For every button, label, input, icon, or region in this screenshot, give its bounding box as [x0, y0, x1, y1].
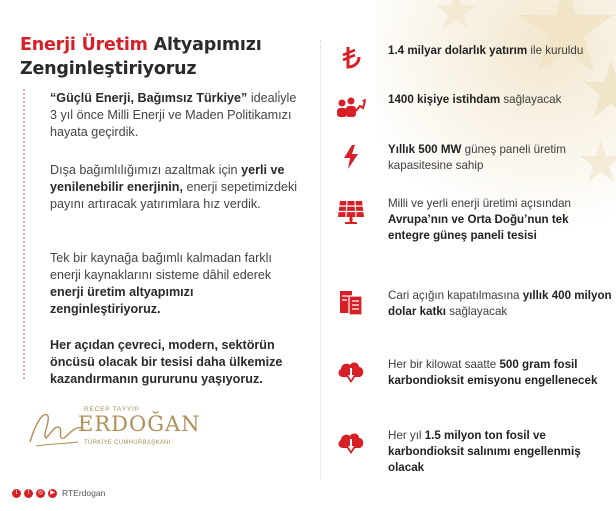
cloud-down-icon [336, 428, 366, 458]
paragraph-4: Her açıdan çevreci, modern, sektörün öncüsü olacak bir tesisi daha ülkemize kazandırmanın gururunu yaşıyoruz. [50, 338, 283, 386]
social-handle[interactable]: RTErdogan [62, 488, 106, 498]
people-growth-icon [336, 92, 366, 122]
twitter-icon[interactable]: t [12, 489, 21, 498]
social-footer [12, 488, 105, 498]
facebook-icon[interactable]: f [24, 489, 33, 498]
cloud-down-icon [336, 357, 366, 387]
paragraph-2: Dışa bağımlılığımızı azaltmak için yerli ve yenilenebilir enerjinin, enerji sepetimizdeki payını artıracak yatırımlara hız verdik. [50, 163, 298, 211]
youtube-icon[interactable]: ▶ [48, 489, 57, 498]
instagram-icon[interactable]: ◎ [37, 489, 44, 496]
signature-last-name: ERDOĞAN [78, 412, 201, 436]
lira-icon [336, 43, 366, 73]
lightning-icon [336, 142, 366, 172]
page-title: Enerji Üretim Altyapımızı Zenginleştiriyoruz [20, 35, 262, 79]
paragraph-3: Tek bir kaynağa bağımlı kalmadan farklı enerji kaynaklarını sisteme dâhil ederek enerji üretim altyapımızı zenginleştiriyoruz. [50, 251, 272, 316]
paragraph-1: “Güçlü Enerji, Bağımsız Türkiye” ideali̇yle 3 yıl önce Milli Enerji ve Maden Politikamızı hayata geçirdik. [50, 91, 297, 139]
documents-icon [336, 288, 366, 318]
signature [26, 402, 216, 454]
signature-first-name: RECEP TAYYİP [84, 406, 140, 413]
signature-scribble [26, 402, 86, 454]
left-divider [23, 89, 25, 379]
signature-subtitle: TÜRKİYE CUMHURBAŞKANI [84, 440, 171, 446]
column-divider [320, 40, 321, 480]
solar-panel-icon [336, 196, 366, 226]
